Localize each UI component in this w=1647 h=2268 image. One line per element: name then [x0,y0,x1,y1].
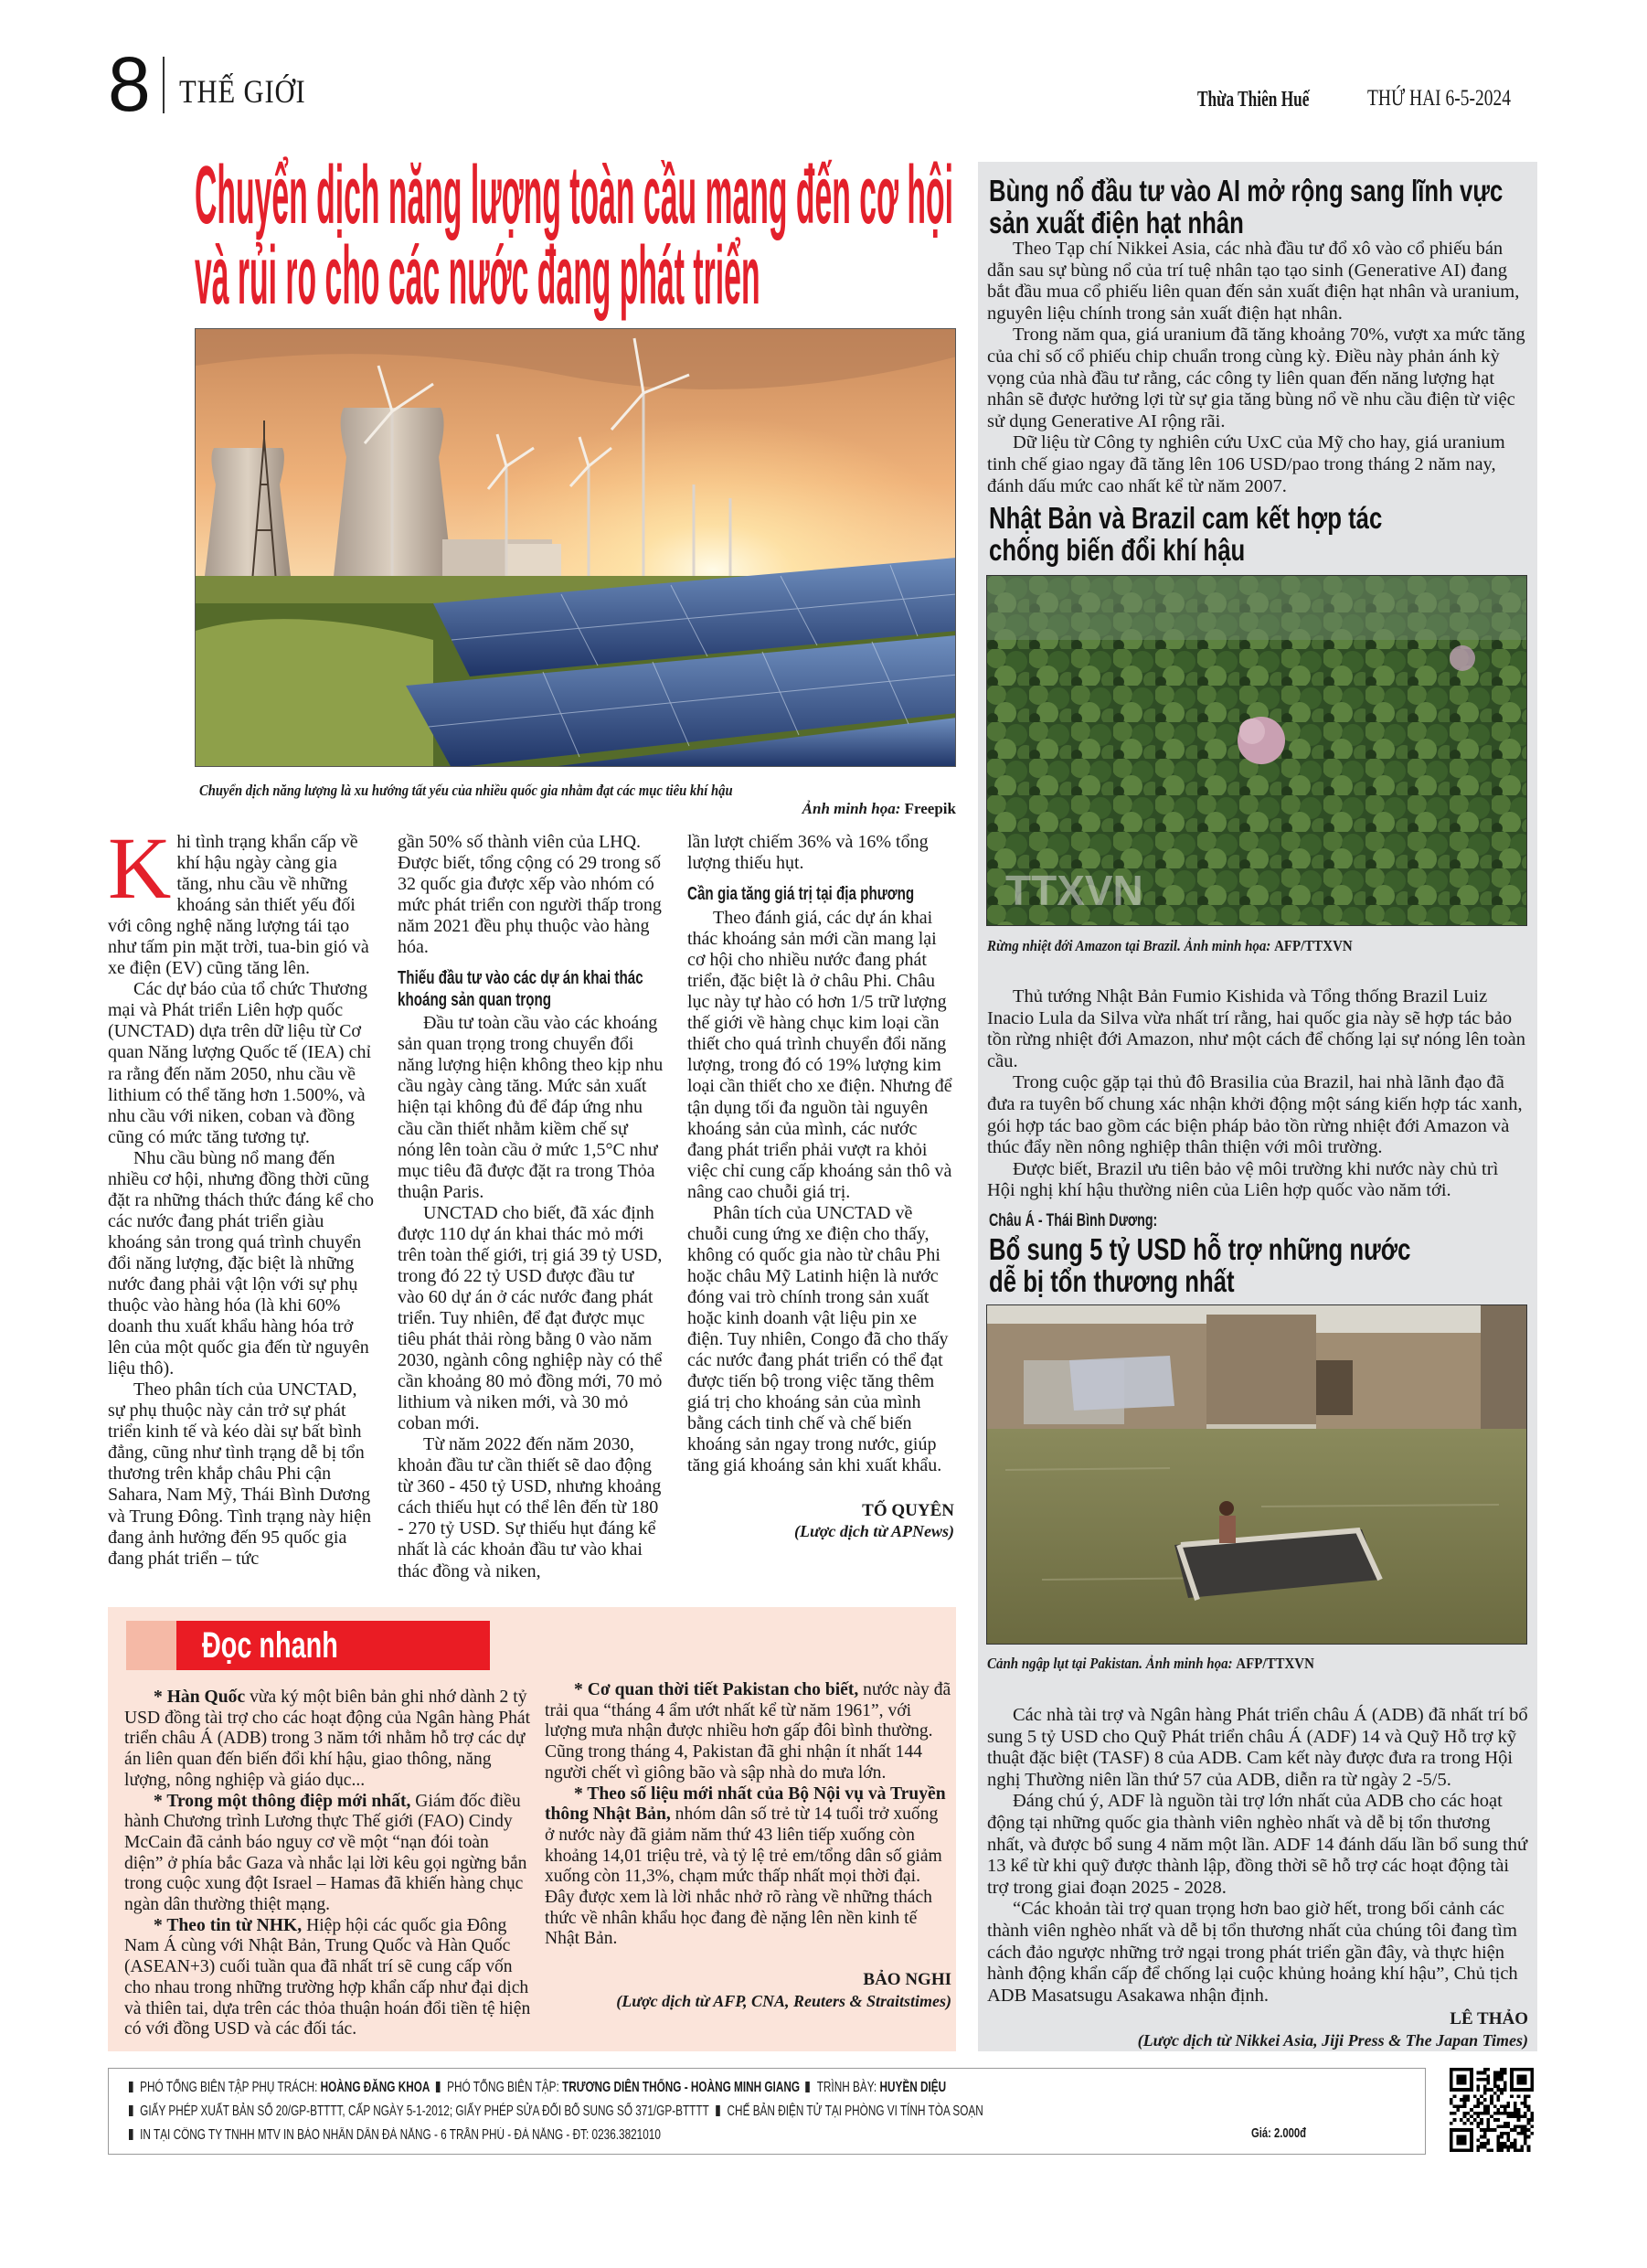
paragraph: Đáng chú ý, ADF là nguồn tài trợ lớn nhất của ADB cho các hoạt động tại những quốc gia thành viên nghèo nhất và dễ bị tổn thương nhất, và được bổ sung 4 năm một lần. ADF 14 đánh dấu lần bổ sung thứ 13 kể từ khi quỹ được thành lập, đồng thời sẽ hỗ trợ các hoạt động tài trợ trong giai đoạn 2025 - 2028. [987,1791,1528,1898]
paragraph: Theo phân tích của UNCTAD, sự phụ thuộc này cản trở sự phát triển kinh tế và kéo dài sự bất bình đẳng, cũng như tình trạng dễ bị tổn thương trên khắp châu Phi cận Sahara, Nam Mỹ, Thái Bình Dương và Trung Đông. Tình trạng này hiện đang ảnh hưởng đến 95 quốc gia đang phát triển – tức [108,1379,371,1569]
brief-lead: * Hàn Quốc [154,1688,246,1707]
footer-license-line [129,2103,983,2120]
story-body [987,1705,1528,2052]
article-column-2 [398,832,664,1582]
quick-read-column-2 [545,1680,951,2012]
footer-value: TRƯƠNG DIÊN THỐNG - HOÀNG MINH GIANG [562,2080,801,2095]
brief-lead: * Theo số liệu mới nhất của Bộ Nội vụ và Truyền thông Nhật Bản, [545,1784,946,1825]
paragraph: Được biết, Brazil ưu tiên bảo vệ môi trường khi nước này chủ trì Hội nghị khí hậu thường niên của Liên hợp quốc vào năm tới. [987,1158,1499,1201]
amazon-forest-photo [986,575,1527,926]
footer-text: CHẾ BẢN ĐIỆN TỬ TẠI PHÒNG VI TÍNH TÒA SOẠN [727,2103,983,2119]
footer-value: HOÀNG ĐĂNG KHOA [320,2080,430,2095]
brief-lead: * Trong một thông điệp mới nhất, [154,1791,411,1811]
quick-read-tab-accent [126,1621,181,1670]
brief-text: vừa ký một biên bản ghi nhớ dành 2 tỷ USD đồng tài trợ cho các hoạt động của Ngân hàng Phát triển châu Á (ADB) trong 3 năm tới nhằm hỗ trợ các dự án liên quan đến biến đổi khí hậu, giao thông, năng lượng, nông nghiệp và giáo dục... [124,1688,531,1790]
paragraph: Các nhà tài trợ và Ngân hàng Phát triển châu Á (ADB) đã nhất trí bổ sung 5 tỷ USD cho Quỹ Phát triển châu Á (ADF) 14 và Quỹ Hỗ trợ kỹ thuật đặc biệt (TASF) 8 của ADB. Cam kết này được đưa ra trong Hội nghị Thường niên lần thứ 57 của ADB, diễn ra từ ngày 2 -5/5. [987,1705,1528,1790]
news-brief [545,1680,951,1784]
quick-read-column-1 [124,1688,531,2040]
page-number: 8 [108,41,151,127]
footer-printer-line [129,2127,661,2144]
story-headline [989,175,1647,239]
footer-text: GIẤY PHÉP XUẤT BẢN SỐ 20/GP-BTTTT, CẤP NGÀY 5-1-2012; GIẤY PHÉP SỬA ĐỔI BỔ SUNG SỐ 371/GP-BTTTT [140,2103,709,2119]
news-sidebar [978,162,1537,2051]
paragraph: Nhu cầu bùng nổ mang đến nhiều cơ hội, nhưng đồng thời cũng đặt ra những thách thức đáng kể cho các nước đang phát triển giàu khoáng sản trong quá trình chuyển đổi năng lượng, đặc biệt là những nước đang phải vật lộn với sự phụ thuộc vào hàng hóa (là khi 60% doanh thu xuất khẩu hàng hóa trở lên của một quốc gia đến từ nguyên liệu thô). [108,1147,375,1379]
caption-text: Rừng nhiệt đới Amazon tại Brazil. Ảnh minh họa: [987,937,1271,954]
paragraph: Dữ liệu từ Công ty nghiên cứu UxC của Mỹ cho hay, giá uranium tinh chế giao ngay đã tăng lên 106 USD/pao trong tháng 2 năm nay, đánh dấu mức cao nhất kể từ năm 2007. [987,432,1505,496]
photo-credit: AFP/TTXVN [1236,1655,1314,1672]
energy-transition-photo [195,328,956,767]
main-photo-caption [195,782,956,818]
story-kicker: Châu Á - Thái Bình Dương: [989,1211,1158,1230]
brief-text: nước này đã trải qua “tháng 4 ẩm ướt nhất kể từ năm 1961”, với lượng mưa nhận được nhiều hơn gấp đôi bình thường. Cũng trong tháng 4, Pakistan đã ghi nhận ít nhất 144 người chết vì giông bão và sập nhà do mưa lớn. [545,1680,951,1783]
brief-lead: * Cơ quan thời tiết Pakistan cho biết, [574,1680,859,1699]
paragraph: Phân tích của UNCTAD về chuỗi cung ứng xe điện cho thấy, không có quốc gia nào từ châu Phi hoặc châu Mỹ Latinh hiện là nước đóng vai trò chính trong sản xuất hoặc kinh doanh vật liệu pin xe điện. Tuy nhiên, Congo đã cho thấy các nước đang phát triển có thể đạt được tiến bộ trong việc tăng thêm giá trị cho khoáng sản của mình bằng cách tinh chế và chế biến khoáng sản ngay trong nước, giúp tăng giá khoáng sản khi xuất khẩu. [687,1202,949,1476]
paragraph: “Các khoản tài trợ quan trọng hơn bao giờ hết, trong bối cảnh các thành viên nghèo nhất và dễ bị tổn thương nhất của chúng tôi đang tìm cách đảo ngược những trở ngại trong phát triển gần đây, và thực hiện hành động khẩn cấp để chống lại cuộc khủng hoảng khí hậu”, Chủ tịch ADB Masatsugu Asakawa nhận định. [987,1899,1518,2006]
forest-canopy-image [987,576,1527,926]
headline-line: chống biến đổi khí hậu [989,533,1246,567]
caption-text: Chuyển dịch năng lượng là xu hướng tất yếu của nhiều quốc gia nhằm đạt các mục tiêu khí hậu [199,782,733,799]
paragraph: Trong cuộc gặp tại thủ đô Brasilia của Brazil, hai nhà lãnh đạo đã đưa ra tuyên bố chung xác nhận khởi động một sáng kiến hợp tác xanh, gói hợp tác bao gồm các biện pháp bảo tồn rừng nhiệt đới Amazon và thúc đẩy nền nông nghiệp thân thiện với môi trường. [987,1072,1523,1158]
subheading-line: Cần gia tăng giá trị tại địa phương [687,884,915,905]
drop-cap: K [108,819,172,917]
footer-editors-line [129,2080,946,2096]
photo-credit: AFP/TTXVN [1274,937,1353,954]
flood-scene-image [987,1305,1527,1645]
paragraph: Từ năm 2022 đến năm 2030, khoản đầu tư cần thiết sẽ dao động từ 360 - 450 tỷ USD, nhưng khoảng cách thiếu hụt có thể lên đến từ 180 - 270 tỷ USD. Sự thiếu hụt đáng kể nhất là các khoản đầu tư vào khai thác đồng và niken, [398,1434,662,1581]
paragraph: Các dự báo của tổ chức Thương mại và Phát triển Liên hợp quốc (UNCTAD) dựa trên dữ liệu từ Cơ quan Năng lượng Quốc tế (IEA) chỉ ra rằng đến năm 2050, nhu cầu về lithium có thể tăng hơn 1.500%, và nhu cầu với niken, coban và đồng cũng có mức tăng tương tự. [108,979,371,1147]
paragraph: Trong năm qua, giá uranium đã tăng khoảng 70%, vượt xa mức tăng của chỉ số cổ phiếu chip chuẩn trong cùng kỳ. Điều này phản ánh kỳ vọng của nhà đầu tư rằng, các công ty liên quan đến năng lượng hạt nhân sẽ được hưởng lợi từ sự gia tăng bùng nổ về nhu cầu điện từ việc sử dụng Generative AI rộng rãi. [987,325,1525,431]
news-brief [124,1916,531,2040]
author-byline: TỐ QUYÊN [862,1501,954,1521]
headline-line: Bùng nổ đầu tư vào AI mở rộng sang lĩnh vực [989,174,1504,208]
brief-text: Hiệp hội các quốc gia Đông Nam Á cùng với Nhật Bản, Trung Quốc và Hàn Quốc (ASEAN+3) cuối tuần qua đã nhất trí sẽ cung cấp vốn cho nhau trong những trường hợp khẩn cấp như đại dịch và thiên tai, dựa trên các thỏa thuận hoán đổi tiền tệ hiện có với đồng USD và các đối tác. [124,1915,531,2039]
author-byline: BẢO NGHI [863,1970,951,1990]
paragraph: Theo đánh giá, các dự án khai thác khoáng sản mới cần mang lại cơ hội cho nhiều nước đang phát triển, đặc biệt là ở châu Phi. Châu lục này tự hào có hơn 1/5 trữ lượng thế giới về hàng chục kim loại cần thiết cho quá trình chuyển đổi năng lượng, trong đó có 19% lượng kim loại cần thiết cho xe điện. Nhưng để tận dụng tối đa nguồn tài nguyên khoáng sản của mình, các nước đang phát triển phải vượt ra khỏi việc chỉ cung cấp khoáng sản thô và nâng cao chuỗi giá trị. [687,908,952,1202]
article-column-3 [687,832,954,1542]
paragraph: UNCTAD cho biết, đã xác định được 110 dự án khai thác mỏ mới trên toàn thế giới, trị giá 39 tỷ USD, trong đó 22 tỷ USD được đầu tư vào 60 dự án ở các nước đang phát triển. Tuy nhiên, để đạt được mục tiêu phát thải ròng bằng 0 vào năm 2030, ngành công nghiệp này có thể cần khoảng 80 mỏ đồng mới, 70 mỏ lithium và niken mới, và 30 mỏ coban mới. [398,1202,663,1434]
photo-caption [987,1655,1314,1673]
news-brief [124,1792,531,1916]
brief-lead: * Theo tin từ NHK, [154,1915,303,1935]
subheading [687,883,954,908]
story-body [987,986,1528,1202]
story-headline [989,502,1493,566]
footer-text: IN TẠI CÔNG TY TNHH MTV IN BÁO NHÂN DÂN ĐÀ NẴNG - 6 TRẦN PHÚ - ĐÀ NẴNG - ĐT: 0236.3821010 [140,2127,661,2143]
photo-caption [987,937,1353,955]
source-credit: (Lược dịch từ AFP, CNA, Reuters & Straitstimes) [616,1991,951,2010]
author-byline: LÊ THẢO [1450,2009,1528,2029]
issue-date: THỨ HAI 6-5-2024 [1367,86,1512,111]
subheading-line: Thiếu đầu tư vào các dự án khai thác [398,968,643,989]
footer-label: PHÓ TỔNG BIÊN TẬP: [447,2080,563,2095]
quick-read-title: Đọc nhanh [202,1625,338,1666]
subheading-line: khoáng sản quan trọng [398,990,552,1011]
story-headline [989,1233,1530,1297]
subheading [398,967,664,1013]
story-body [987,239,1528,497]
brief-text: Giám đốc điều hành Chương trình Lương thực Thế giới (FAO) Cindy McCain đã cảnh báo nguy cơ về một “nạn đói toàn diện” ở phía bắc Gaza và nhắc lại lời kêu gọi ngừng bắn trong cuộc xung đột Israel – Hamas đã khiến hàng chục ngàn dân thường thiệt mạng. [124,1791,527,1915]
main-headline [195,150,953,322]
price-label: Giá: 2.000đ [1250,2125,1306,2141]
headline-line: dễ bị tổn thương nhất [989,1264,1235,1298]
news-brief [124,1688,531,1792]
paragraph: hi tình trạng khẩn cấp về khí hậu ngày càng gia tăng, nhu cầu về những khoáng sản thiết yếu đối với công nghệ năng lượng tái tạo như tấm pin mặt trời, tua-bin gió và xe điện (EV) cũng tăng lên. [108,832,369,979]
source-credit: (Lược dịch từ APNews) [793,1522,954,1541]
headline-line: sản xuất điện hạt nhân [989,206,1244,240]
watermark: TTXVN [1005,867,1143,914]
photo-credit [195,800,956,818]
solar-wind-nuclear-image [196,329,956,767]
credit-source: Freepik [904,800,956,817]
paragraph: gần 50% số thành viên của LHQ. Được biết, tổng cộng có 29 trong số 32 quốc gia được xếp vào nhóm có mức phát triển con người thấp trong năm 2021 đều phụ thuộc vào hàng hóa. [398,832,662,958]
headline-line: và rủi ro cho các nước đang phát triển [195,230,760,322]
article-column-1 [108,819,375,1570]
source-credit: (Lược dịch từ Nikkei Asia, Jiji Press & The Japan Times) [1137,2030,1528,2050]
credit-label: Ảnh minh họa: [802,800,901,817]
headline-line: Nhật Bản và Brazil cam kết hợp tác [989,501,1383,535]
header-divider [163,57,165,113]
quick-read-box [108,1607,956,2051]
paragraph: Thủ tướng Nhật Bản Fumio Kishida và Tổng thống Brazil Luiz Inacio Lula da Silva vừa nhất trí rằng, hai quốc gia này sẽ hợp tác bảo tồn rừng nhiệt đới Amazon, như một cách để chống lại sự nóng lên toàn cầu. [987,986,1526,1071]
section-title: THẾ GIỚI [179,73,306,110]
headline-line: Chuyển dịch năng lượng toàn cầu mang đến cơ hội [195,150,953,241]
newspaper-name: Thừa Thiên Huế [1197,88,1310,112]
headline-line: Bổ sung 5 tỷ USD hỗ trợ những nước [989,1232,1411,1266]
footer-label: TRÌNH BÀY: [816,2080,880,2095]
masthead-footer [108,2068,1426,2155]
footer-label: PHÓ TỔNG BIÊN TẬP PHỤ TRÁCH: [140,2080,321,2095]
qr-code [1450,2068,1534,2152]
paragraph: lần lượt chiếm 36% và 16% tổng lượng thiếu hụt. [687,832,929,874]
pakistan-flood-photo [986,1304,1527,1645]
paragraph: Theo Tạp chí Nikkei Asia, các nhà đầu tư đổ xô vào cổ phiếu bán dẫn sau sự bùng nổ của trí tuệ nhân tạo tạo sinh (Generative AI) đang bắt đầu mua cổ phiếu liên quan đến sản xuất điện hạt nhân và uranium, nguyên liệu chính trong sản xuất điện hạt nhân. [987,239,1520,324]
news-brief [545,1784,951,1951]
caption-text: Cảnh ngập lụt tại Pakistan. Ảnh minh họa: [987,1655,1233,1672]
paragraph: Đầu tư toàn cầu vào các khoáng sản quan trọng trong chuyển đổi năng lượng hiện không theo kịp nhu cầu ngày càng tăng. Mức sản xuất hiện tại không đủ để đáp ứng nhu cầu cần thiết nhằm kiềm chế sự nóng lên toàn cầu ở mức 1,5°C như mục tiêu đã được đặt ra trong Thỏa thuận Paris. [398,1013,664,1202]
footer-value: HUYỀN DIỆU [879,2080,947,2095]
brief-text: nhóm dân số trẻ từ 14 tuổi trở xuống ở nước này đã giảm năm thứ 43 liên tiếp xuống còn khoảng 14,01 triệu trẻ, và tỷ lệ trẻ em/tổng dân số giảm xuống còn 11,3%, chạm mức thấp nhất mọi thời đại. Đây được xem là lời nhắc nhở rõ ràng về những thách thức về nhân khẩu học đang đè nặng lên nền kinh tế Nhật Bản. [545,1805,942,1949]
